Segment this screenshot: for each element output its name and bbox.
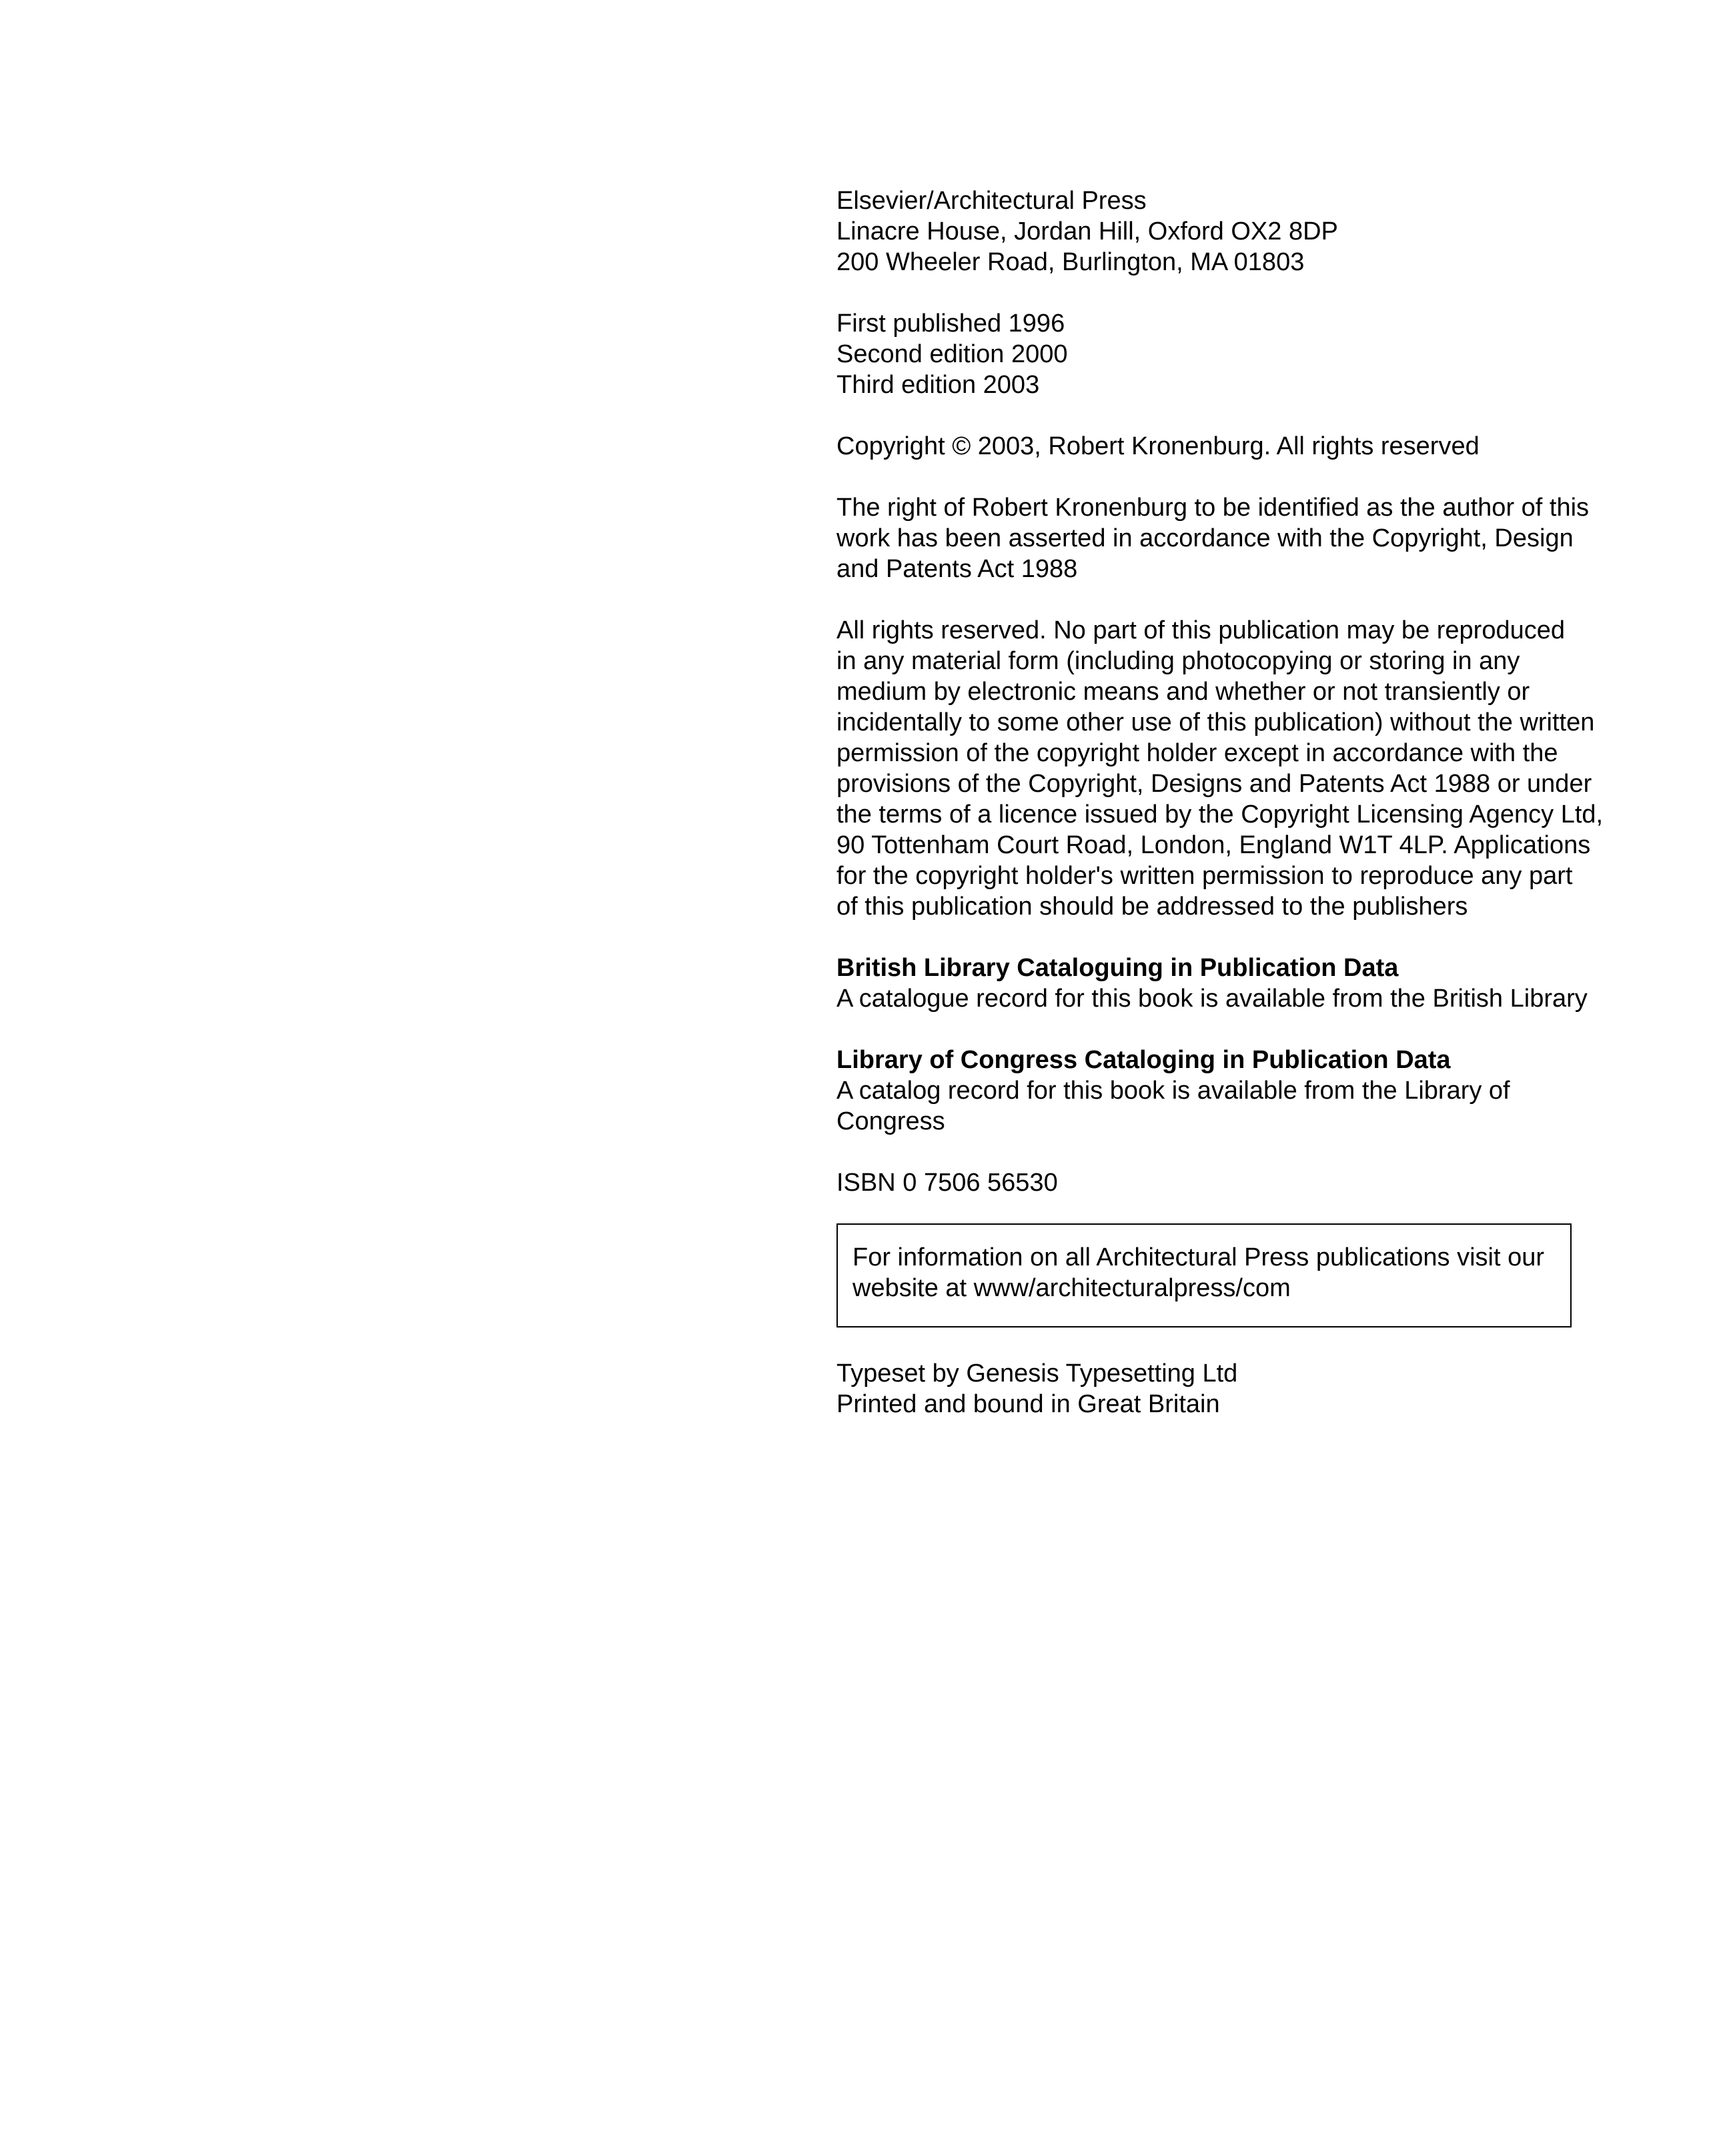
rights-line: in any material form (including photocopying or storing in any — [836, 647, 1520, 675]
rights-line: for the copyright holder's written permission to reproduce any part — [836, 862, 1573, 890]
printer-line: Printed and bound in Great Britain — [836, 1390, 1220, 1418]
rights-line: 90 Tottenham Court Road, London, England W1T 4LP. Applications — [836, 831, 1591, 859]
isbn-number: ISBN 0 7506 56530 — [836, 1169, 1058, 1197]
typesetter-line: Typeset by Genesis Typesetting Ltd — [836, 1360, 1238, 1388]
moral-right-statement — [836, 492, 1590, 584]
rights-line: of this publication should be addressed to the publishers — [836, 893, 1468, 921]
british-library-cip — [836, 953, 1588, 1014]
rights-line: incidentally to some other use of this publication) without the written — [836, 708, 1595, 736]
edition-line: Second edition 2000 — [836, 340, 1068, 368]
website-info-box — [836, 1223, 1572, 1327]
publisher-name: Elsevier/Architectural Press — [836, 187, 1147, 215]
publisher-address-line: 200 Wheeler Road, Burlington, MA 01803 — [836, 248, 1305, 276]
copyright-notice — [836, 431, 1584, 462]
moral-right-line: and Patents Act 1988 — [836, 555, 1078, 583]
isbn-block — [836, 1167, 1584, 1198]
publisher-address — [836, 185, 1584, 278]
website-info-line: website at www/architecturalpress/com — [852, 1274, 1291, 1302]
edition-line: Third edition 2003 — [836, 371, 1040, 399]
publisher-address-line: Linacre House, Jordan Hill, Oxford OX2 8DP — [836, 217, 1338, 245]
british-library-heading: British Library Cataloguing in Publication Data — [836, 954, 1399, 982]
rights-reserved-statement — [836, 615, 1604, 922]
rights-line: the terms of a licence issued by the Copyright Licensing Agency Ltd, — [836, 800, 1604, 829]
moral-right-line: The right of Robert Kronenburg to be identified as the author of this — [836, 494, 1590, 522]
rights-line: medium by electronic means and whether or not transiently or — [836, 678, 1530, 706]
edition-history — [836, 308, 1584, 400]
rights-line: All rights reserved. No part of this publication may be reproduced — [836, 616, 1565, 644]
website-info-line: For information on all Architectural Press publications visit our — [852, 1243, 1545, 1271]
copyright-line: Copyright © 2003, Robert Kronenburg. All rights reserved — [836, 432, 1480, 460]
rights-line: provisions of the Copyright, Designs and Patents Act 1988 or under — [836, 770, 1592, 798]
library-of-congress-cip — [836, 1045, 1584, 1137]
moral-right-line: work has been asserted in accordance with the Copyright, Design — [836, 524, 1574, 552]
british-library-record-line: A catalogue record for this book is available from the British Library — [836, 985, 1588, 1013]
library-of-congress-heading: Library of Congress Cataloging in Publication Data — [836, 1046, 1451, 1074]
edition-line: First published 1996 — [836, 310, 1065, 338]
imprint-page — [836, 185, 1604, 1450]
library-of-congress-record-line: Congress — [836, 1107, 945, 1135]
rights-line: permission of the copyright holder except in accordance with the — [836, 739, 1558, 767]
library-of-congress-record-line: A catalog record for this book is available from the Library of — [836, 1077, 1510, 1105]
production-credits — [836, 1358, 1584, 1420]
